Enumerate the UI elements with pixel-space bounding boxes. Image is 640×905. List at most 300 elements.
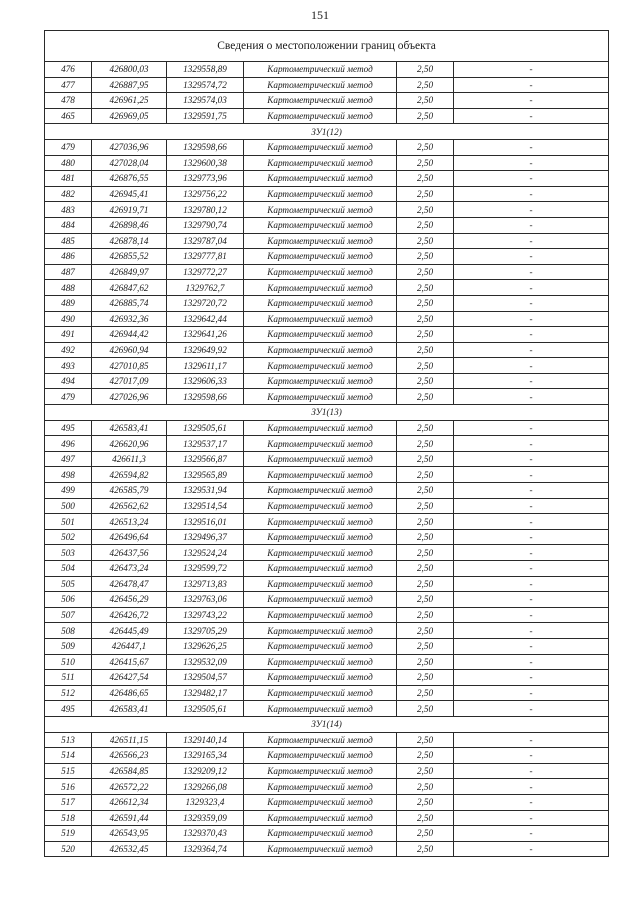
section-label: ЗУ1(14) xyxy=(45,716,609,732)
table-row xyxy=(45,233,609,249)
table-row xyxy=(45,592,609,608)
accuracy-cell: 2,50 xyxy=(397,171,454,187)
y-coordinate-cell: 1329743,22 xyxy=(167,607,244,623)
x-coordinate-cell: 426919,71 xyxy=(92,202,167,218)
description-cell: - xyxy=(454,280,609,296)
method-cell: Картометрический метод xyxy=(244,389,397,405)
description-cell: - xyxy=(454,93,609,109)
table-row xyxy=(45,342,609,358)
description-cell: - xyxy=(454,233,609,249)
point-number-cell: 501 xyxy=(45,514,92,530)
y-coordinate-cell: 1329787,04 xyxy=(167,233,244,249)
description-cell: - xyxy=(454,701,609,717)
table-row xyxy=(45,139,609,155)
method-cell: Картометрический метод xyxy=(244,685,397,701)
table-row xyxy=(45,249,609,265)
method-cell: Картометрический метод xyxy=(244,763,397,779)
table-row xyxy=(45,373,609,389)
description-cell: - xyxy=(454,171,609,187)
description-cell: - xyxy=(454,249,609,265)
description-cell: - xyxy=(454,810,609,826)
y-coordinate-cell: 1329165,34 xyxy=(167,748,244,764)
accuracy-cell: 2,50 xyxy=(397,358,454,374)
description-cell: - xyxy=(454,155,609,171)
accuracy-cell: 2,50 xyxy=(397,202,454,218)
description-cell: - xyxy=(454,841,609,857)
table-row xyxy=(45,171,609,187)
table-row xyxy=(45,685,609,701)
y-coordinate-cell: 1329359,09 xyxy=(167,810,244,826)
x-coordinate-cell: 426594,82 xyxy=(92,467,167,483)
point-number-cell: 493 xyxy=(45,358,92,374)
x-coordinate-cell: 426847,62 xyxy=(92,280,167,296)
point-number-cell: 498 xyxy=(45,467,92,483)
x-coordinate-cell: 426932,36 xyxy=(92,311,167,327)
point-number-cell: 514 xyxy=(45,748,92,764)
description-cell: - xyxy=(454,186,609,202)
table-row xyxy=(45,202,609,218)
point-number-cell: 519 xyxy=(45,826,92,842)
method-cell: Картометрический метод xyxy=(244,623,397,639)
accuracy-cell: 2,50 xyxy=(397,732,454,748)
point-number-cell: 477 xyxy=(45,77,92,93)
description-cell: - xyxy=(454,670,609,686)
table-row xyxy=(45,623,609,639)
table-row xyxy=(45,529,609,545)
accuracy-cell: 2,50 xyxy=(397,249,454,265)
description-cell: - xyxy=(454,217,609,233)
table-row xyxy=(45,436,609,452)
y-coordinate-cell: 1329720,72 xyxy=(167,295,244,311)
x-coordinate-cell: 426532,45 xyxy=(92,841,167,857)
y-coordinate-cell: 1329763,06 xyxy=(167,592,244,608)
accuracy-cell: 2,50 xyxy=(397,514,454,530)
method-cell: Картометрический метод xyxy=(244,701,397,717)
section-label-row xyxy=(45,405,609,421)
table-row xyxy=(45,654,609,670)
y-coordinate-cell: 1329599,72 xyxy=(167,561,244,577)
accuracy-cell: 2,50 xyxy=(397,217,454,233)
table-row xyxy=(45,264,609,280)
method-cell: Картометрический метод xyxy=(244,420,397,436)
y-coordinate-cell: 1329516,01 xyxy=(167,514,244,530)
point-number-cell: 487 xyxy=(45,264,92,280)
method-cell: Картометрический метод xyxy=(244,670,397,686)
accuracy-cell: 2,50 xyxy=(397,139,454,155)
description-cell: - xyxy=(454,342,609,358)
point-number-cell: 479 xyxy=(45,139,92,155)
accuracy-cell: 2,50 xyxy=(397,62,454,78)
y-coordinate-cell: 1329266,08 xyxy=(167,779,244,795)
x-coordinate-cell: 427017,09 xyxy=(92,373,167,389)
x-coordinate-cell: 426445,49 xyxy=(92,623,167,639)
y-coordinate-cell: 1329773,96 xyxy=(167,171,244,187)
y-coordinate-cell: 1329705,29 xyxy=(167,623,244,639)
y-coordinate-cell: 1329496,37 xyxy=(167,529,244,545)
y-coordinate-cell: 1329598,66 xyxy=(167,139,244,155)
boundary-coordinates-table xyxy=(44,30,609,857)
accuracy-cell: 2,50 xyxy=(397,826,454,842)
table-row xyxy=(45,810,609,826)
point-number-cell: 481 xyxy=(45,171,92,187)
point-number-cell: 499 xyxy=(45,483,92,499)
accuracy-cell: 2,50 xyxy=(397,483,454,499)
method-cell: Картометрический метод xyxy=(244,264,397,280)
x-coordinate-cell: 426898,46 xyxy=(92,217,167,233)
point-number-cell: 509 xyxy=(45,638,92,654)
accuracy-cell: 2,50 xyxy=(397,451,454,467)
accuracy-cell: 2,50 xyxy=(397,794,454,810)
table-row xyxy=(45,311,609,327)
table-row xyxy=(45,93,609,109)
method-cell: Картометрический метод xyxy=(244,311,397,327)
point-number-cell: 494 xyxy=(45,373,92,389)
point-number-cell: 489 xyxy=(45,295,92,311)
accuracy-cell: 2,50 xyxy=(397,623,454,639)
x-coordinate-cell: 426583,41 xyxy=(92,701,167,717)
method-cell: Картометрический метод xyxy=(244,93,397,109)
description-cell: - xyxy=(454,420,609,436)
point-number-cell: 483 xyxy=(45,202,92,218)
table-row xyxy=(45,295,609,311)
description-cell: - xyxy=(454,358,609,374)
section-label-row xyxy=(45,124,609,140)
method-cell: Картометрический метод xyxy=(244,171,397,187)
x-coordinate-cell: 426583,41 xyxy=(92,420,167,436)
x-coordinate-cell: 426855,52 xyxy=(92,249,167,265)
point-number-cell: 511 xyxy=(45,670,92,686)
description-cell: - xyxy=(454,311,609,327)
x-coordinate-cell: 426620,96 xyxy=(92,436,167,452)
method-cell: Картометрический метод xyxy=(244,249,397,265)
table-row xyxy=(45,327,609,343)
point-number-cell: 513 xyxy=(45,732,92,748)
accuracy-cell: 2,50 xyxy=(397,93,454,109)
table-row xyxy=(45,779,609,795)
x-coordinate-cell: 426437,56 xyxy=(92,545,167,561)
point-number-cell: 490 xyxy=(45,311,92,327)
description-cell: - xyxy=(454,732,609,748)
accuracy-cell: 2,50 xyxy=(397,373,454,389)
y-coordinate-cell: 1329713,83 xyxy=(167,576,244,592)
y-coordinate-cell: 1329756,22 xyxy=(167,186,244,202)
table-row xyxy=(45,108,609,124)
table-body xyxy=(45,31,609,857)
method-cell: Картометрический метод xyxy=(244,483,397,499)
point-number-cell: 479 xyxy=(45,389,92,405)
point-number-cell: 518 xyxy=(45,810,92,826)
x-coordinate-cell: 426611,3 xyxy=(92,451,167,467)
method-cell: Картометрический метод xyxy=(244,826,397,842)
description-cell: - xyxy=(454,545,609,561)
x-coordinate-cell: 426876,55 xyxy=(92,171,167,187)
accuracy-cell: 2,50 xyxy=(397,155,454,171)
x-coordinate-cell: 426513,24 xyxy=(92,514,167,530)
accuracy-cell: 2,50 xyxy=(397,264,454,280)
point-number-cell: 505 xyxy=(45,576,92,592)
x-coordinate-cell: 426945,41 xyxy=(92,186,167,202)
x-coordinate-cell: 427010,85 xyxy=(92,358,167,374)
description-cell: - xyxy=(454,748,609,764)
table-row xyxy=(45,498,609,514)
y-coordinate-cell: 1329140,14 xyxy=(167,732,244,748)
description-cell: - xyxy=(454,327,609,343)
accuracy-cell: 2,50 xyxy=(397,810,454,826)
description-cell: - xyxy=(454,607,609,623)
x-coordinate-cell: 426849,97 xyxy=(92,264,167,280)
description-cell: - xyxy=(454,498,609,514)
method-cell: Картометрический метод xyxy=(244,529,397,545)
accuracy-cell: 2,50 xyxy=(397,498,454,514)
point-number-cell: 478 xyxy=(45,93,92,109)
y-coordinate-cell: 1329574,03 xyxy=(167,93,244,109)
y-coordinate-cell: 1329591,75 xyxy=(167,108,244,124)
description-cell: - xyxy=(454,108,609,124)
accuracy-cell: 2,50 xyxy=(397,592,454,608)
method-cell: Картометрический метод xyxy=(244,451,397,467)
description-cell: - xyxy=(454,139,609,155)
y-coordinate-cell: 1329558,89 xyxy=(167,62,244,78)
point-number-cell: 507 xyxy=(45,607,92,623)
accuracy-cell: 2,50 xyxy=(397,576,454,592)
description-cell: - xyxy=(454,826,609,842)
y-coordinate-cell: 1329772,27 xyxy=(167,264,244,280)
method-cell: Картометрический метод xyxy=(244,139,397,155)
description-cell: - xyxy=(454,467,609,483)
accuracy-cell: 2,50 xyxy=(397,545,454,561)
accuracy-cell: 2,50 xyxy=(397,342,454,358)
accuracy-cell: 2,50 xyxy=(397,389,454,405)
method-cell: Картометрический метод xyxy=(244,794,397,810)
method-cell: Картометрический метод xyxy=(244,186,397,202)
description-cell: - xyxy=(454,763,609,779)
y-coordinate-cell: 1329611,17 xyxy=(167,358,244,374)
table-row xyxy=(45,483,609,499)
point-number-cell: 495 xyxy=(45,420,92,436)
y-coordinate-cell: 1329505,61 xyxy=(167,420,244,436)
x-coordinate-cell: 426447,1 xyxy=(92,638,167,654)
accuracy-cell: 2,50 xyxy=(397,670,454,686)
point-number-cell: 476 xyxy=(45,62,92,78)
method-cell: Картометрический метод xyxy=(244,467,397,483)
method-cell: Картометрический метод xyxy=(244,561,397,577)
y-coordinate-cell: 1329566,87 xyxy=(167,451,244,467)
table-row xyxy=(45,62,609,78)
table-row xyxy=(45,77,609,93)
section-label-row xyxy=(45,716,609,732)
description-cell: - xyxy=(454,389,609,405)
method-cell: Картометрический метод xyxy=(244,77,397,93)
point-number-cell: 503 xyxy=(45,545,92,561)
y-coordinate-cell: 1329209,12 xyxy=(167,763,244,779)
description-cell: - xyxy=(454,295,609,311)
x-coordinate-cell: 426415,67 xyxy=(92,654,167,670)
section-label: ЗУ1(12) xyxy=(45,124,609,140)
method-cell: Картометрический метод xyxy=(244,654,397,670)
point-number-cell: 520 xyxy=(45,841,92,857)
y-coordinate-cell: 1329790,74 xyxy=(167,217,244,233)
point-number-cell: 502 xyxy=(45,529,92,545)
table-row xyxy=(45,841,609,857)
accuracy-cell: 2,50 xyxy=(397,561,454,577)
table-row xyxy=(45,545,609,561)
method-cell: Картометрический метод xyxy=(244,295,397,311)
y-coordinate-cell: 1329531,94 xyxy=(167,483,244,499)
method-cell: Картометрический метод xyxy=(244,373,397,389)
table-row xyxy=(45,638,609,654)
x-coordinate-cell: 426591,44 xyxy=(92,810,167,826)
x-coordinate-cell: 426969,05 xyxy=(92,108,167,124)
description-cell: - xyxy=(454,373,609,389)
y-coordinate-cell: 1329777,81 xyxy=(167,249,244,265)
y-coordinate-cell: 1329514,54 xyxy=(167,498,244,514)
table-row xyxy=(45,280,609,296)
accuracy-cell: 2,50 xyxy=(397,77,454,93)
description-cell: - xyxy=(454,654,609,670)
point-number-cell: 504 xyxy=(45,561,92,577)
description-cell: - xyxy=(454,202,609,218)
accuracy-cell: 2,50 xyxy=(397,779,454,795)
x-coordinate-cell: 426473,24 xyxy=(92,561,167,577)
x-coordinate-cell: 426944,42 xyxy=(92,327,167,343)
table-row xyxy=(45,794,609,810)
description-cell: - xyxy=(454,451,609,467)
y-coordinate-cell: 1329532,09 xyxy=(167,654,244,670)
point-number-cell: 517 xyxy=(45,794,92,810)
accuracy-cell: 2,50 xyxy=(397,701,454,717)
y-coordinate-cell: 1329606,33 xyxy=(167,373,244,389)
accuracy-cell: 2,50 xyxy=(397,186,454,202)
table-row xyxy=(45,763,609,779)
x-coordinate-cell: 426885,74 xyxy=(92,295,167,311)
x-coordinate-cell: 426887,95 xyxy=(92,77,167,93)
method-cell: Картометрический метод xyxy=(244,841,397,857)
description-cell: - xyxy=(454,264,609,280)
description-cell: - xyxy=(454,77,609,93)
method-cell: Картометрический метод xyxy=(244,498,397,514)
y-coordinate-cell: 1329505,61 xyxy=(167,701,244,717)
y-coordinate-cell: 1329626,25 xyxy=(167,638,244,654)
description-cell: - xyxy=(454,514,609,530)
description-cell: - xyxy=(454,623,609,639)
method-cell: Картометрический метод xyxy=(244,779,397,795)
x-coordinate-cell: 426511,15 xyxy=(92,732,167,748)
section-label: ЗУ1(13) xyxy=(45,405,609,421)
method-cell: Картометрический метод xyxy=(244,638,397,654)
table-row xyxy=(45,732,609,748)
point-number-cell: 480 xyxy=(45,155,92,171)
y-coordinate-cell: 1329642,44 xyxy=(167,311,244,327)
method-cell: Картометрический метод xyxy=(244,62,397,78)
table-row xyxy=(45,607,609,623)
table-title: Сведения о местоположении границ объекта xyxy=(45,31,609,62)
table-row xyxy=(45,701,609,717)
accuracy-cell: 2,50 xyxy=(397,685,454,701)
point-number-cell: 482 xyxy=(45,186,92,202)
y-coordinate-cell: 1329649,92 xyxy=(167,342,244,358)
accuracy-cell: 2,50 xyxy=(397,529,454,545)
y-coordinate-cell: 1329364,74 xyxy=(167,841,244,857)
y-coordinate-cell: 1329780,12 xyxy=(167,202,244,218)
accuracy-cell: 2,50 xyxy=(397,841,454,857)
accuracy-cell: 2,50 xyxy=(397,763,454,779)
y-coordinate-cell: 1329537,17 xyxy=(167,436,244,452)
method-cell: Картометрический метод xyxy=(244,514,397,530)
method-cell: Картометрический метод xyxy=(244,732,397,748)
point-number-cell: 506 xyxy=(45,592,92,608)
table-row xyxy=(45,748,609,764)
accuracy-cell: 2,50 xyxy=(397,467,454,483)
point-number-cell: 486 xyxy=(45,249,92,265)
y-coordinate-cell: 1329323,4 xyxy=(167,794,244,810)
table-row xyxy=(45,576,609,592)
x-coordinate-cell: 426584,85 xyxy=(92,763,167,779)
method-cell: Картометрический метод xyxy=(244,233,397,249)
description-cell: - xyxy=(454,436,609,452)
point-number-cell: 488 xyxy=(45,280,92,296)
x-coordinate-cell: 426426,72 xyxy=(92,607,167,623)
x-coordinate-cell: 426960,94 xyxy=(92,342,167,358)
method-cell: Картометрический метод xyxy=(244,576,397,592)
x-coordinate-cell: 426427,54 xyxy=(92,670,167,686)
point-number-cell: 508 xyxy=(45,623,92,639)
description-cell: - xyxy=(454,561,609,577)
y-coordinate-cell: 1329574,72 xyxy=(167,77,244,93)
x-coordinate-cell: 426456,29 xyxy=(92,592,167,608)
accuracy-cell: 2,50 xyxy=(397,327,454,343)
accuracy-cell: 2,50 xyxy=(397,280,454,296)
y-coordinate-cell: 1329504,57 xyxy=(167,670,244,686)
y-coordinate-cell: 1329641,26 xyxy=(167,327,244,343)
method-cell: Картометрический метод xyxy=(244,592,397,608)
method-cell: Картометрический метод xyxy=(244,810,397,826)
accuracy-cell: 2,50 xyxy=(397,607,454,623)
method-cell: Картометрический метод xyxy=(244,607,397,623)
description-cell: - xyxy=(454,685,609,701)
point-number-cell: 485 xyxy=(45,233,92,249)
method-cell: Картометрический метод xyxy=(244,436,397,452)
method-cell: Картометрический метод xyxy=(244,108,397,124)
method-cell: Картометрический метод xyxy=(244,202,397,218)
accuracy-cell: 2,50 xyxy=(397,748,454,764)
point-number-cell: 510 xyxy=(45,654,92,670)
x-coordinate-cell: 427028,04 xyxy=(92,155,167,171)
y-coordinate-cell: 1329565,89 xyxy=(167,467,244,483)
accuracy-cell: 2,50 xyxy=(397,436,454,452)
x-coordinate-cell: 426478,47 xyxy=(92,576,167,592)
y-coordinate-cell: 1329762,7 xyxy=(167,280,244,296)
method-cell: Картометрический метод xyxy=(244,545,397,561)
method-cell: Картометрический метод xyxy=(244,217,397,233)
accuracy-cell: 2,50 xyxy=(397,108,454,124)
point-number-cell: 491 xyxy=(45,327,92,343)
y-coordinate-cell: 1329598,66 xyxy=(167,389,244,405)
table-row xyxy=(45,358,609,374)
y-coordinate-cell: 1329370,43 xyxy=(167,826,244,842)
method-cell: Картометрический метод xyxy=(244,358,397,374)
accuracy-cell: 2,50 xyxy=(397,420,454,436)
x-coordinate-cell: 427026,96 xyxy=(92,389,167,405)
description-cell: - xyxy=(454,638,609,654)
x-coordinate-cell: 426496,64 xyxy=(92,529,167,545)
description-cell: - xyxy=(454,576,609,592)
x-coordinate-cell: 426612,34 xyxy=(92,794,167,810)
accuracy-cell: 2,50 xyxy=(397,654,454,670)
accuracy-cell: 2,50 xyxy=(397,638,454,654)
point-number-cell: 495 xyxy=(45,701,92,717)
accuracy-cell: 2,50 xyxy=(397,295,454,311)
point-number-cell: 492 xyxy=(45,342,92,358)
